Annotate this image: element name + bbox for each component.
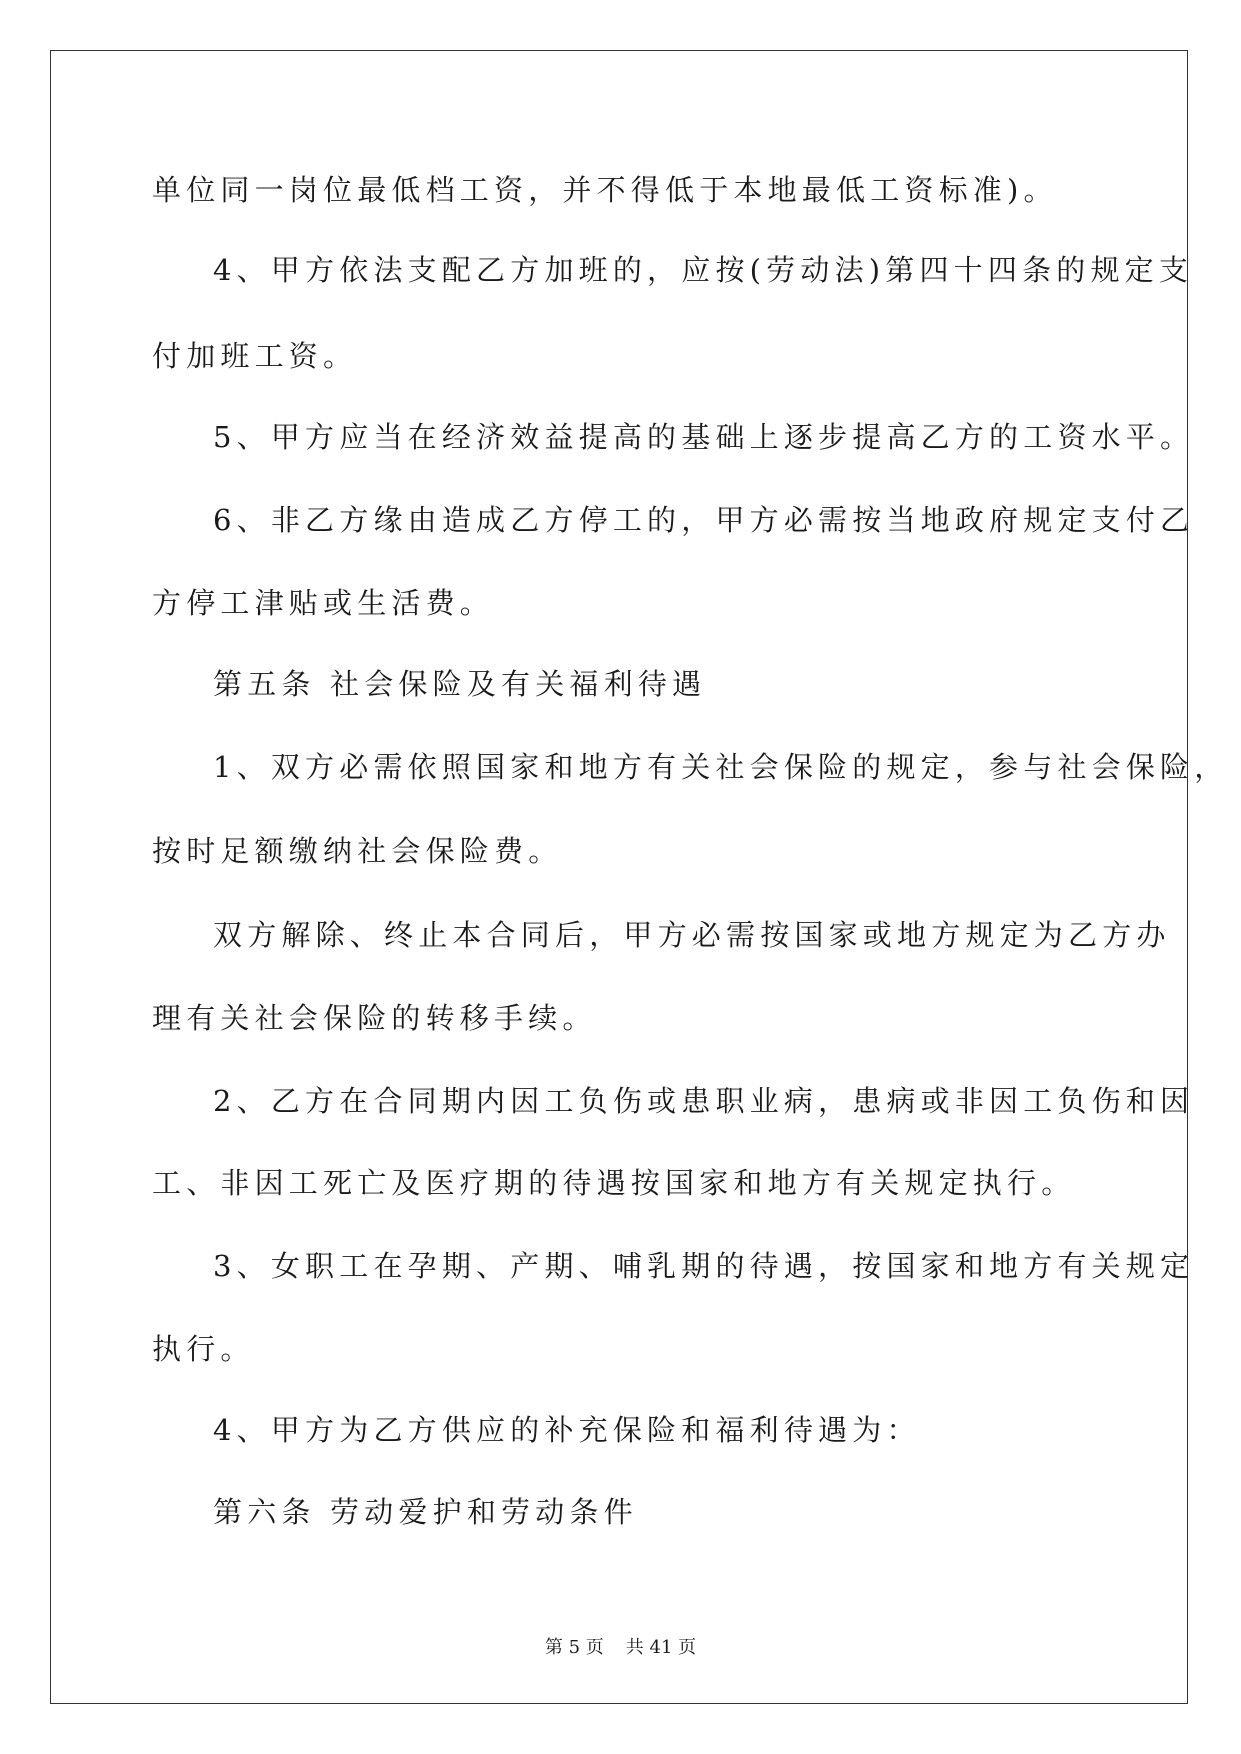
paragraph-line: 双方解除、终止本合同后，甲方必需按国家或地方规定为乙方办 (213, 918, 1171, 952)
page-total: 共 41 页 (625, 1637, 697, 1658)
paragraph-line: 工、非因工死亡及医疗期的待遇按国家和地方有关规定执行。 (152, 1166, 1076, 1200)
paragraph-line: 理有关社会保险的转移手续。 (152, 1001, 597, 1035)
paragraph-line: 单位同一岗位最低档工资，并不得低于本地最低工资标准)。 (152, 173, 1058, 207)
page-number: 第 5 页 (544, 1637, 604, 1658)
page-footer (0, 1636, 1241, 1660)
paragraph-line: 方停工津贴或生活费。 (152, 586, 495, 620)
section-heading: 第六条 劳动爱护和劳动条件 (213, 1495, 638, 1529)
paragraph-line: 付加班工资。 (152, 339, 358, 373)
paragraph-line: 2、乙方在合同期内因工负伤或患职业病，患病或非因工负伤和因 (213, 1084, 1195, 1118)
paragraph-line: 5、甲方应当在经济效益提高的基础上逐步提高乙方的工资水平。 (213, 420, 1195, 454)
paragraph-line: 4、甲方依法支配乙方加班的，应按(劳动法)第四十四条的规定支 (213, 253, 1194, 287)
paragraph-line: 6、非乙方缘由造成乙方停工的，甲方必需按当地政府规定支付乙 (213, 503, 1195, 537)
paragraph-line: 3、女职工在孕期、产期、哺乳期的待遇，按国家和地方有关规定 (213, 1249, 1195, 1283)
page-border (50, 50, 1188, 1704)
paragraph-line: 执行。 (152, 1332, 255, 1366)
paragraph-line: 1、双方必需依照国家和地方有关社会保险的规定，参与社会保险， (213, 750, 1229, 784)
paragraph-line: 按时足额缴纳社会保险费。 (152, 834, 563, 868)
paragraph-line: 4、甲方为乙方供应的补充保险和福利待遇为： (213, 1413, 921, 1447)
section-heading: 第五条 社会保险及有关福利待遇 (213, 667, 707, 701)
